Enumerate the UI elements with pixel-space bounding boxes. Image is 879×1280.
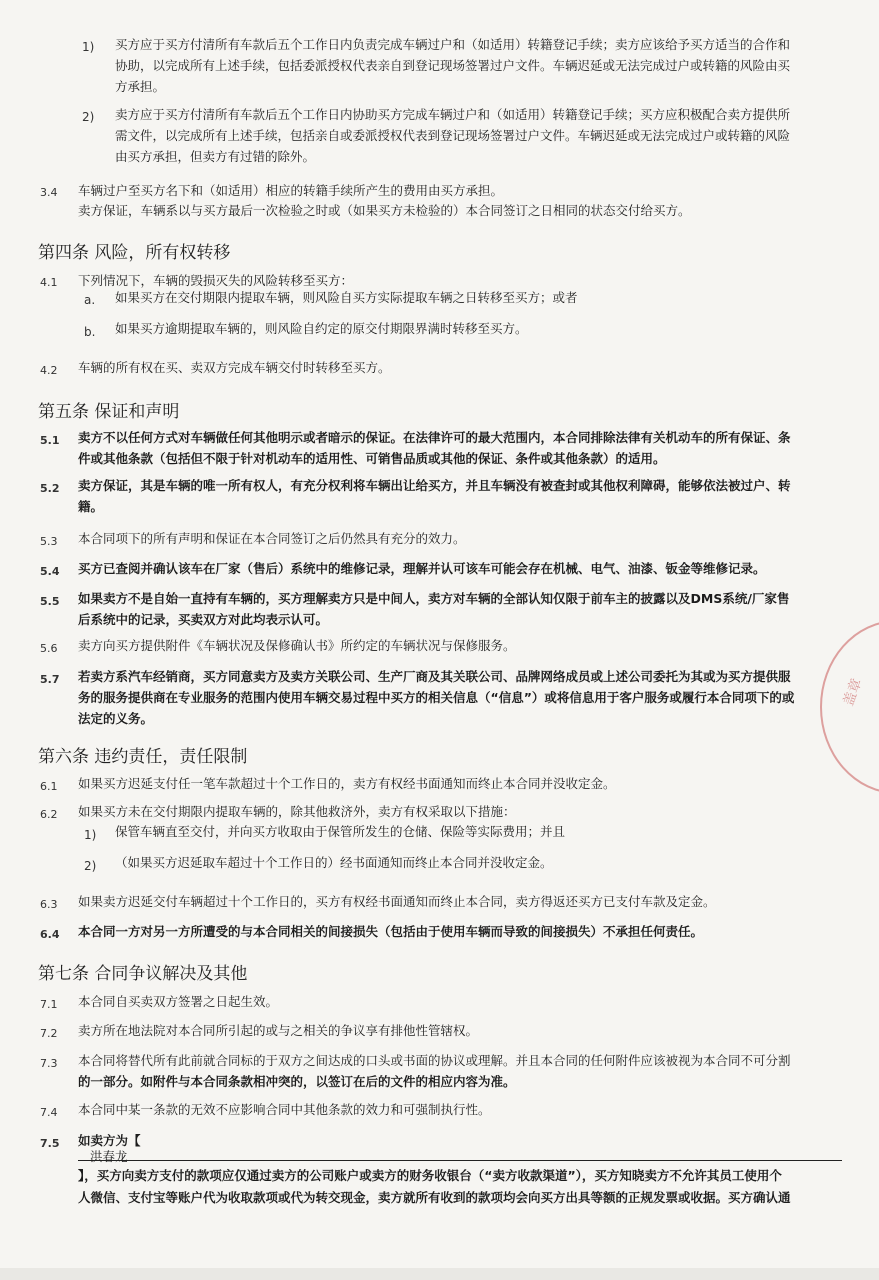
- clause-6-3-text: 如果卖方迟延交付车辆超过十个工作日的，买方有权经书面通知而终止本合同，卖方得返还买方已支付车款及定金。: [78, 894, 716, 909]
- clause-4-2-number: 4.2: [40, 364, 58, 377]
- article-4-heading: 第四条 风险，所有权转移: [38, 243, 231, 263]
- clause-4-1-a-number: a.: [84, 293, 96, 307]
- clause-6-4-number: 6.4: [40, 928, 60, 941]
- clause-6-3-number: 6.3: [40, 898, 58, 911]
- clause-3-4-line-1: 车辆过户至买方名下和（如适用）相应的转籍手续所产生的费用由买方承担。: [78, 183, 504, 198]
- clause-5-5-number: 5.5: [40, 595, 60, 608]
- clause-6-2-1-number: 1): [84, 828, 97, 842]
- clause-7-5-text: 如卖方为【: [78, 1133, 141, 1148]
- clause-3-3-2-line-1: 卖方应于买方付清所有车款后五个工作日内协助买方完成车辆过户和（如适用）转籍登记手续；买方应积极配合卖方提供所: [115, 107, 791, 122]
- clause-5-2-line-2: 籍。: [78, 499, 104, 514]
- clause-7-3-line-1: 本合同将替代所有此前就合同标的于双方之间达成的口头或书面的协议或理解。并且本合同的任何附件应该被视为本合同不可分割: [78, 1053, 791, 1068]
- clause-7-2-number: 7.2: [40, 1027, 58, 1040]
- clause-3-3-1-line-3: 方承担。: [115, 79, 166, 94]
- clause-6-1-text: 如果买方迟延支付任一笔车款超过十个工作日的，卖方有权经书面通知而终止本合同并没收定金。: [78, 776, 616, 791]
- clause-7-2-text: 卖方所在地法院对本合同所引起的或与之相关的争议享有排他性管辖权。: [78, 1023, 479, 1038]
- clause-7-1-text: 本合同自买卖双方签署之日起生效。: [78, 994, 279, 1009]
- clause-5-3-number: 5.3: [40, 535, 58, 548]
- clause-3-3-1-line-1: 买方应于买方付清所有车款后五个工作日内负责完成车辆过户和（如适用）转籍登记手续；卖方应该给予买方适当的合作和: [115, 37, 791, 52]
- clause-4-2-text: 车辆的所有权在买、卖双方完成车辆交付时转移至买方。: [78, 360, 391, 375]
- clause-3-3-1-line-2: 协助，以完成所有上述手续，包括委派授权代表亲自到登记现场签署过户文件。车辆迟延或无法完成过户或转籍的风险由买: [115, 58, 791, 73]
- clause-5-4-text: 买方已查阅并确认该车在厂家（售后）系统中的维修记录，理解并认可该车可能会存在机械、电气、油漆、钣金等维修记录。: [78, 561, 766, 576]
- clause-4-1-b-number: b.: [84, 325, 96, 339]
- article-7-heading: 第七条 合同争议解决及其他: [38, 964, 248, 984]
- clause-5-5-line-2: 后系统中的记录，买卖双方对此均表示认可。: [78, 612, 329, 627]
- clause-3-4-line-2: 卖方保证，车辆系以与买方最后一次检验之时或（如果买方未检验的）本合同签订之日相同的状态交付给买方。: [78, 203, 691, 218]
- clause-3-3-2-line-2: 需文件，以完成所有上述手续，包括亲自或委派授权代表到登记现场签署过户文件。车辆迟延或无法完成过户或转籍的风险: [115, 128, 791, 143]
- clause-7-4-text: 本合同中某一条款的无效不应影响合同中其他条款的效力和可强制执行性。: [78, 1102, 491, 1117]
- clause-5-2-line-1: 卖方保证，其是车辆的唯一所有权人，有充分权利将车辆出让给买方，并且车辆没有被查封或其他权利障碍，能够依法被过户、转: [78, 478, 791, 493]
- company-seal-stamp: [820, 620, 879, 794]
- clause-7-5-cont-line-1: 】，买方向卖方支付的款项应仅通过卖方的公司账户或卖方的财务收银台（“卖方收款渠道”），买方知晓卖方不允许其员工使用个: [78, 1168, 782, 1183]
- clause-5-7-line-3: 法定的义务。: [78, 711, 154, 726]
- clause-5-1-line-1: 卖方不以任何方式对车辆做任何其他明示或者暗示的保证。在法律许可的最大范围内，本合同排除法律有关机动车的所有保证、条: [78, 430, 791, 445]
- clause-7-3-number: 7.3: [40, 1057, 58, 1070]
- clause-5-7-number: 5.7: [40, 673, 60, 686]
- clause-6-2-2-number: 2): [84, 859, 97, 873]
- clause-5-1-line-2: 件或其他条款（包括但不限于针对机动车的适用性、可销售品质或其他的保证、条件或其他条款）的适用。: [78, 451, 666, 466]
- clause-6-2-number: 6.2: [40, 808, 58, 821]
- clause-7-5-cont-line-2: 人微信、支付宝等账户代为收取款项或代为转交现金，卖方就所有收到的款项均会向买方出具等额的正规发票或收据。买方确认通: [78, 1190, 791, 1205]
- seller-name-underline: [78, 1160, 842, 1161]
- clause-3-3-1-number: 1): [82, 40, 95, 54]
- clause-5-7-line-1: 若卖方系汽车经销商，买方同意卖方及卖方关联公司、生产厂商及其关联公司、品牌网络成员或上述公司委托为其或为买方提供服: [78, 669, 791, 684]
- clause-5-6-text: 卖方向买方提供附件《车辆状况及保修确认书》所约定的车辆状况与保修服务。: [78, 638, 516, 653]
- clause-6-1-number: 6.1: [40, 780, 58, 793]
- clause-6-2-2-text: （如果买方迟延取车超过十个工作日的）经书面通知而终止本合同并没收定金。: [115, 855, 553, 870]
- clause-3-3-2-line-3: 由买方承担，但卖方有过错的除外。: [115, 149, 316, 164]
- page-bottom-edge: [0, 1268, 879, 1280]
- clause-3-4-number: 3.4: [40, 186, 58, 199]
- clause-5-1-number: 5.1: [40, 434, 60, 447]
- clause-7-5-number: 7.5: [40, 1137, 60, 1150]
- clause-6-4-text: 本合同一方对另一方所遭受的与本合同相关的间接损失（包括由于使用车辆而导致的间接损失）不承担任何责任。: [78, 924, 704, 939]
- clause-7-3-line-2: 的一部分。如附件与本合同条款相冲突的，以签订在后的文件的相应内容为准。: [78, 1074, 516, 1089]
- clause-5-7-line-2: 务的服务提供商在专业服务的范围内使用车辆交易过程中买方的相关信息（“信息”）或将信息用于客户服务或履行本合同项下的或: [78, 690, 795, 705]
- seller-name-field: 洪春龙: [90, 1149, 128, 1164]
- clause-6-2-1-text: 保管车辆直至交付，并向买方收取由于保管所发生的仓储、保险等实际费用；并且: [115, 824, 566, 839]
- clause-4-1-text: 下列情况下，车辆的毁损灭失的风险转移至买方：: [78, 273, 354, 288]
- clause-5-5-line-1: 如果卖方不是自始一直持有车辆的，买方理解卖方只是中间人，卖方对车辆的全部认知仅限于前车主的披露以及DMS系统/厂家售: [78, 591, 790, 606]
- clause-4-1-b-text: 如果买方逾期提取车辆的，则风险自约定的原交付期限界满时转移至买方。: [115, 321, 528, 336]
- clause-7-4-number: 7.4: [40, 1106, 58, 1119]
- article-6-heading: 第六条 违约责任，责任限制: [38, 747, 248, 767]
- clause-5-3-text: 本合同项下的所有声明和保证在本合同签订之后仍然具有充分的效力。: [78, 531, 466, 546]
- clause-5-2-number: 5.2: [40, 482, 60, 495]
- clause-3-3-2-number: 2): [82, 110, 95, 124]
- article-5-heading: 第五条 保证和声明: [38, 402, 180, 422]
- clause-5-6-number: 5.6: [40, 642, 58, 655]
- clause-6-2-text: 如果买方未在交付期限内提取车辆的，除其他救济外，卖方有权采取以下措施：: [78, 804, 516, 819]
- clause-5-4-number: 5.4: [40, 565, 60, 578]
- seal-text: 盖章: [840, 676, 866, 709]
- clause-7-1-number: 7.1: [40, 998, 58, 1011]
- clause-4-1-a-text: 如果买方在交付期限内提取车辆，则风险自买方实际提取车辆之日转移至买方；或者: [115, 290, 578, 305]
- clause-4-1-number: 4.1: [40, 276, 58, 289]
